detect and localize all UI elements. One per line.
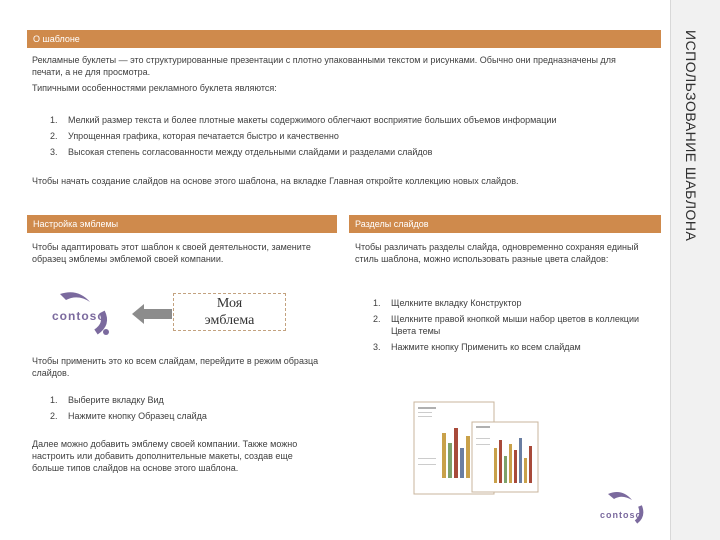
svg-text:contoso: contoso bbox=[52, 309, 106, 323]
contoso-footer-logo bbox=[596, 490, 656, 536]
contoso-logo bbox=[42, 290, 122, 336]
list-item: 2. Нажмите кнопку Образец слайда bbox=[50, 411, 207, 421]
logo-paragraph: Чтобы адаптировать этот шаблон к своей деятельности, замените образец эмблемы эмблемой своей компании. bbox=[32, 242, 311, 264]
section-title-logo: Настройка эмблемы bbox=[33, 219, 119, 229]
list-item: 3. Нажмите кнопку Применить ко всем слайдам bbox=[373, 342, 581, 352]
intro-list bbox=[50, 112, 650, 160]
logo-steps-list bbox=[50, 392, 320, 424]
logo-paragraph-2: Чтобы применить это ко всем слайдам, перейдите в режим образца слайдов. bbox=[32, 356, 319, 378]
list-item: 1. Мелкий размер текста и более плотные макеты содержимого облегчают восприятие больших объемов информации bbox=[50, 115, 557, 125]
section-bar-sections bbox=[349, 215, 661, 233]
side-title: ИСПОЛЬЗОВАНИЕ ШАБЛОНА bbox=[683, 30, 699, 242]
arrow-left-icon bbox=[132, 304, 172, 324]
sections-paragraph: Чтобы различать разделы слайда, одновременно сохраняя единый стиль шаблона, можно использовать разные цвета слайдов: bbox=[355, 242, 639, 264]
list-item: 1. Щелкните вкладку Конструктор bbox=[373, 298, 522, 308]
section-bar-logo bbox=[27, 215, 337, 233]
list-item: 3. Высокая степень согласованности между отдельными слайдами и разделами слайдов bbox=[50, 147, 433, 157]
sample-slides-thumbnails bbox=[410, 398, 580, 498]
side-panel bbox=[670, 0, 720, 540]
intro-list-heading: Типичными особенностями рекламного буклета являются: bbox=[32, 83, 277, 93]
logo-paragraph-3: Далее можно добавить эмблему своей компании. Также можно настроить или добавить дополнительные макеты, создав еще больше типов слайдов на основе этого шаблона. bbox=[32, 439, 298, 473]
sections-steps-list bbox=[373, 297, 643, 357]
page-title: О шаблоне bbox=[33, 34, 80, 44]
list-item: 2. Щелкните правой кнопкой мыши набор цветов в коллекции Цвета темы bbox=[373, 314, 639, 336]
list-item: 1. Выберите вкладку Вид bbox=[50, 395, 164, 405]
header-bar bbox=[27, 30, 661, 48]
logo-placeholder[interactable]: Моя эмблема bbox=[173, 293, 286, 331]
list-item: 2. Упрощенная графика, которая печатается быстро и качественно bbox=[50, 131, 339, 141]
intro-cta: Чтобы начать создание слайдов на основе этого шаблона, на вкладке Главная откройте коллекцию новых слайдов. bbox=[32, 176, 519, 186]
intro-paragraph: Рекламные буклеты — это структурированные презентации с плотно упакованными текстом и рисунками. Обычно они предназначены для печати, а не для просмотра. bbox=[32, 55, 616, 77]
svg-text:contoso: contoso bbox=[600, 510, 642, 520]
section-title-sections: Разделы слайдов bbox=[355, 219, 429, 229]
